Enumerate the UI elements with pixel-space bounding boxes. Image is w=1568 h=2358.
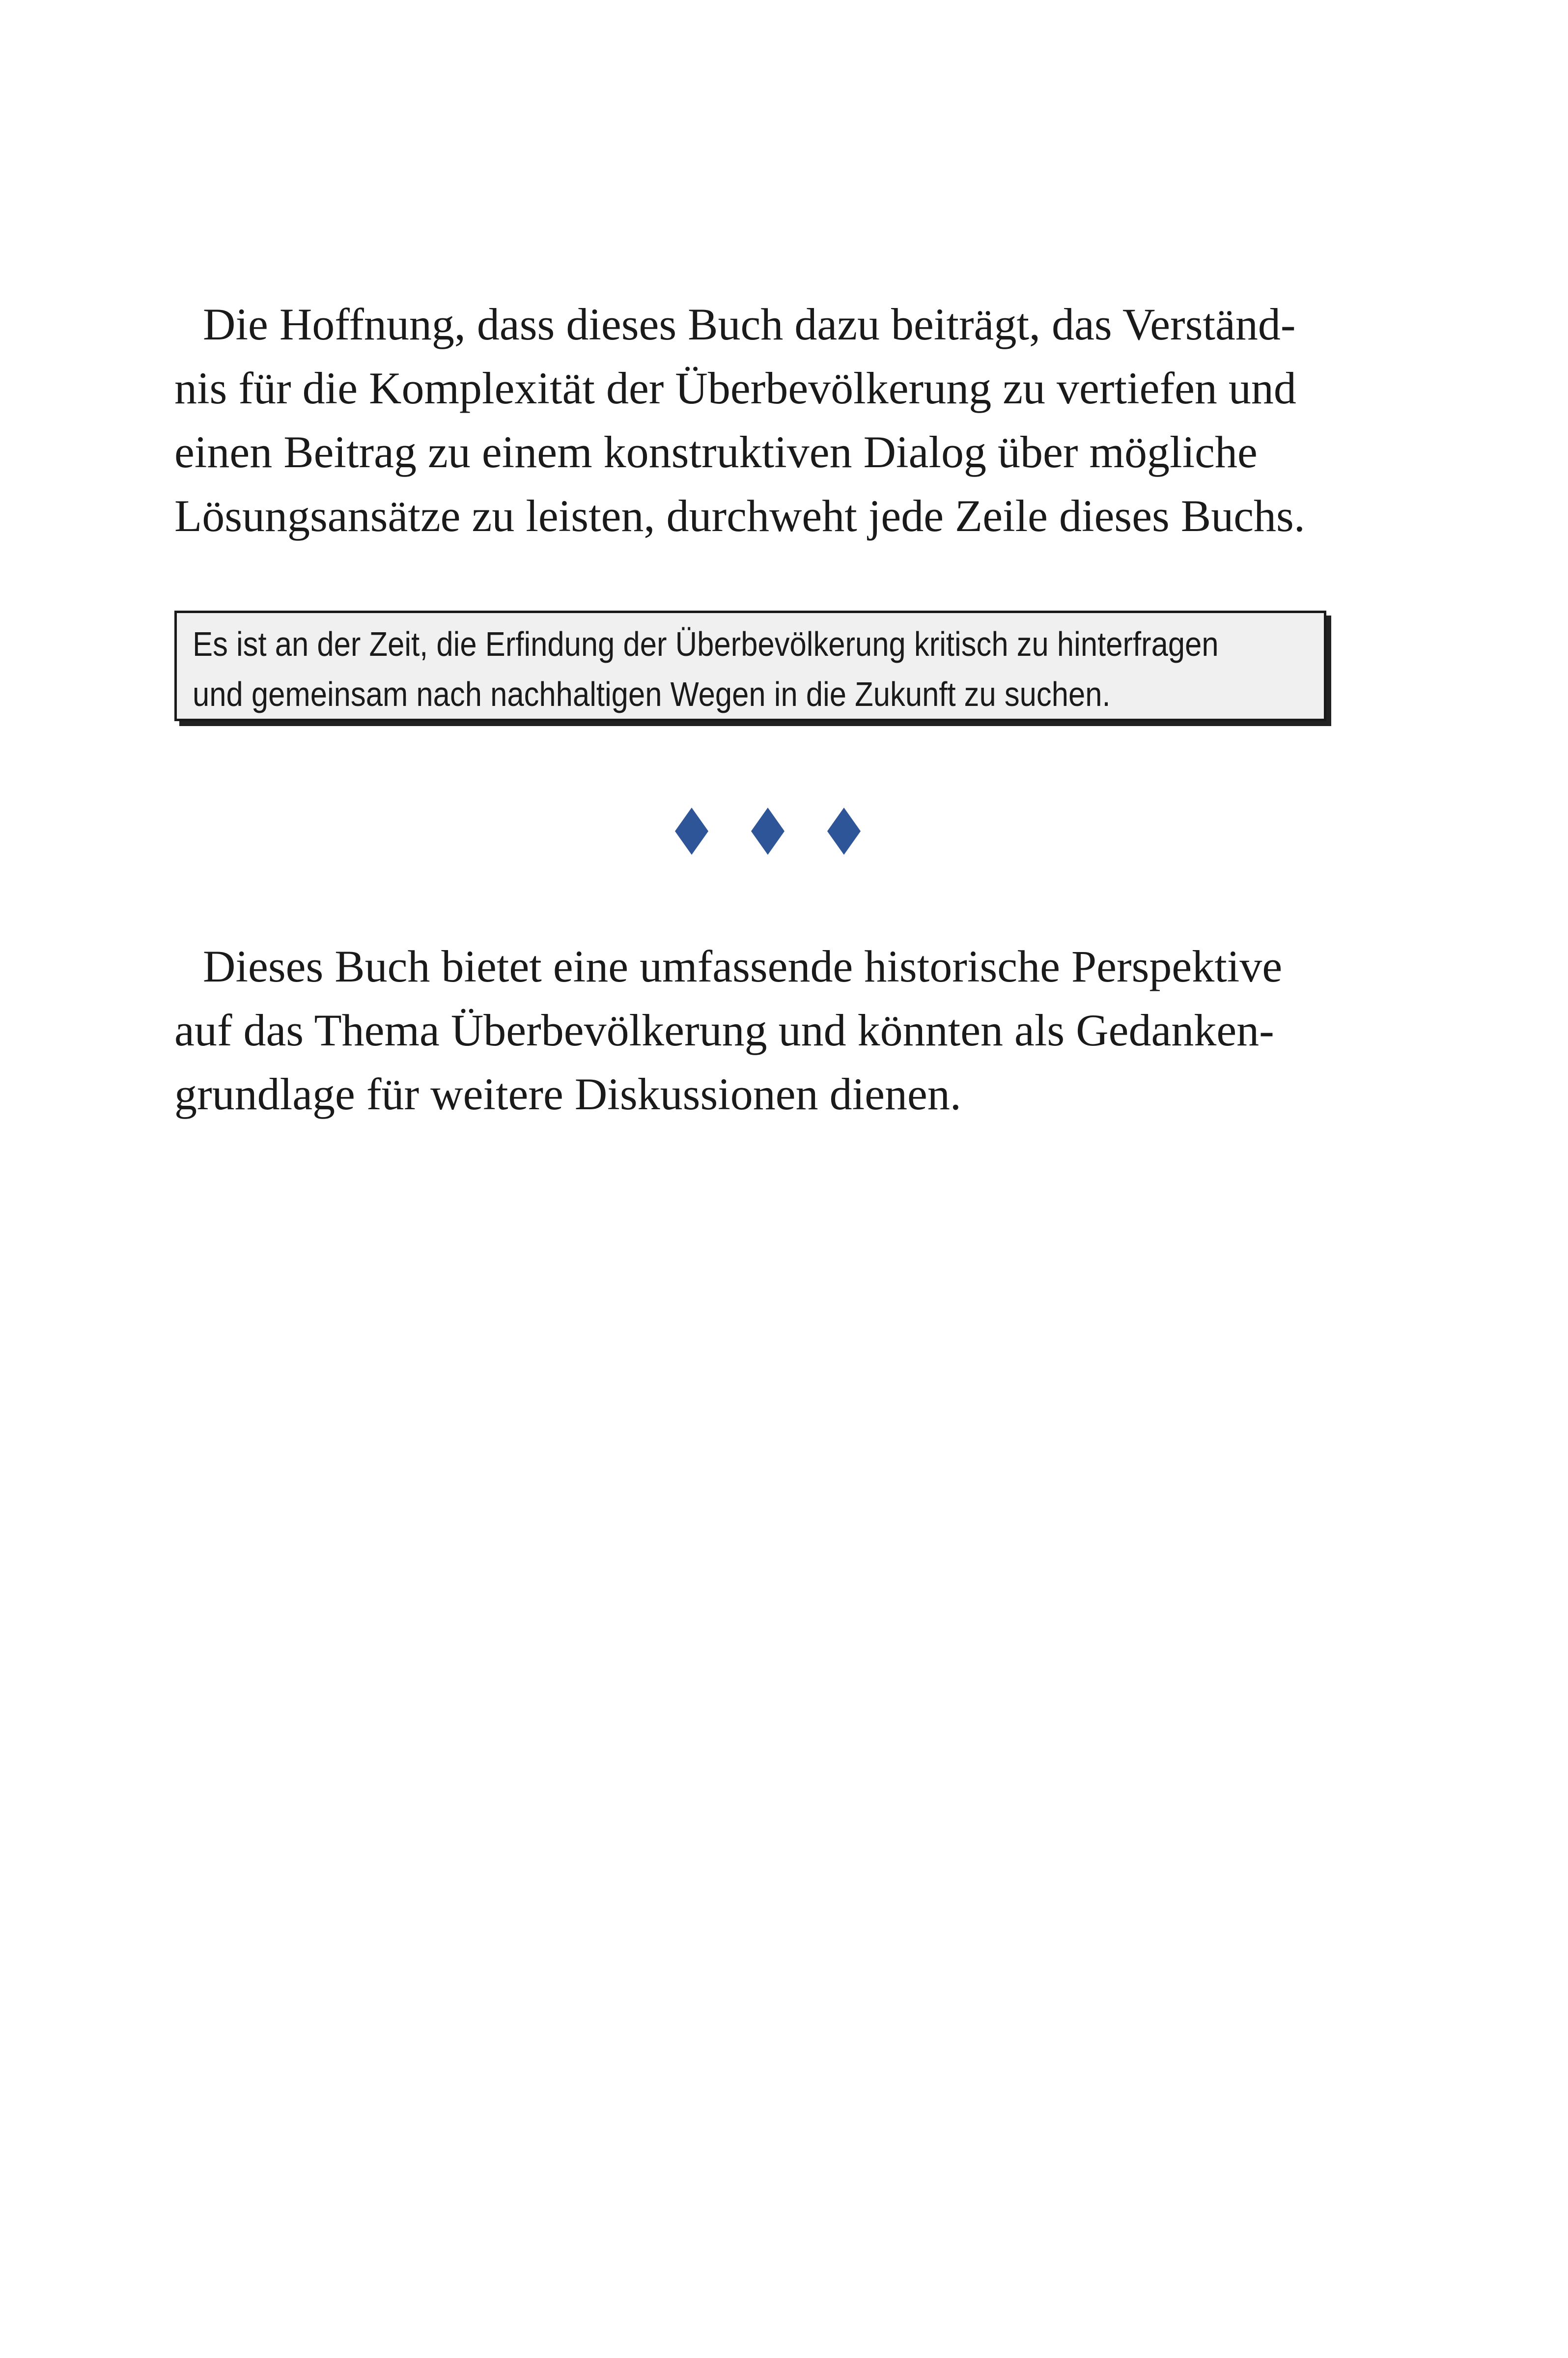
- line-text: nis für die Komplexität der Überbevölkerung zu vertiefen und: [174, 363, 1296, 413]
- paragraph-line: [174, 484, 1334, 548]
- diamond-icon: [825, 806, 863, 857]
- paragraph-line: [174, 292, 1334, 356]
- paragraph-hope: [174, 292, 1334, 548]
- line-text: grundlage für weitere Diskussionen dienen.: [174, 1069, 961, 1119]
- diamond-icon: [673, 806, 710, 857]
- paragraph-perspective: [174, 934, 1334, 1126]
- line-text: Die Hoffnung, dass dieses Buch dazu beiträgt, das Verständ-: [203, 299, 1296, 349]
- section-divider: [658, 806, 879, 865]
- callout-line: und gemeinsam nach nachhaltigen Wegen in die Zukunft zu suchen.: [193, 675, 1111, 713]
- line-text: Lösungsansätze zu leisten, durchweht jede Zeile dieses Buchs.: [174, 491, 1305, 541]
- line-text: auf das Thema Überbevölkerung und könnten als Gedanken-: [174, 1005, 1274, 1055]
- line-text: einen Beitrag zu einem konstruktiven Dialog über mögliche: [174, 427, 1258, 477]
- paragraph-line: [174, 998, 1334, 1062]
- paragraph-line: [174, 420, 1334, 484]
- line-text: Dieses Buch bietet eine umfassende historische Perspektive: [203, 941, 1283, 991]
- callout-line: Es ist an der Zeit, die Erfindung der Überbevölkerung kritisch zu hinterfragen: [193, 625, 1219, 663]
- paragraph-line: [174, 356, 1334, 420]
- paragraph-line: [174, 1062, 1334, 1126]
- diamond-icon: [749, 806, 786, 857]
- callout-box: [174, 611, 1326, 721]
- paragraph-line: [174, 934, 1334, 998]
